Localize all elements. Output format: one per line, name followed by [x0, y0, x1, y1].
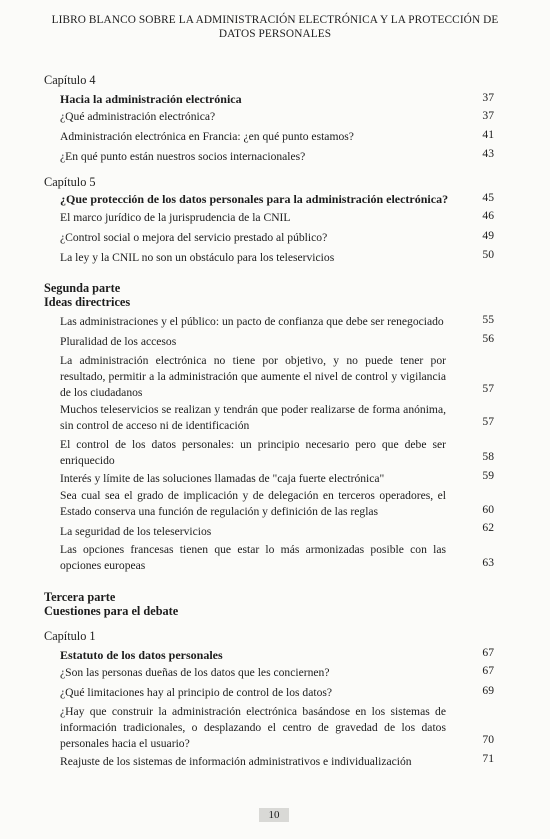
toc-entry-page: 58	[482, 450, 494, 463]
toc-entry: La administración electrónica no tiene por objetivo, y no puede tener por resultado, permitir a la administración que aumente el nivel de control y vigilancia de los ciudadanos	[60, 354, 446, 399]
chapter-4-title: Hacia la administración electrónica	[60, 92, 242, 106]
toc-entry-page: 63	[482, 556, 494, 569]
toc-entry-page: 57	[482, 415, 494, 428]
toc-entry: ¿Son las personas dueñas de los datos que les conciernen?	[60, 666, 330, 679]
toc-entry: ¿Qué administración electrónica?	[60, 110, 216, 123]
toc-entry-page: 57	[482, 382, 494, 395]
toc-entry-page: 70	[482, 733, 494, 746]
toc-entry-page: 49	[482, 229, 494, 242]
header-line-2: DATOS PERSONALES	[218, 28, 332, 40]
part-2-subtitle: Ideas directrices	[44, 295, 131, 309]
toc-entry: Reajuste de los sistemas de información administrativos e individualización	[60, 755, 412, 768]
toc-entry-page: 43	[482, 147, 494, 160]
header-line-1: LIBRO BLANCO SOBRE LA ADMINISTRACIÓN ELECTRÓNICA Y LA PROTECCIÓN DE	[51, 14, 499, 26]
chapter-4-label: Capítulo 4	[44, 73, 96, 87]
chapter-5-title: ¿Que protección de los datos personales para la administración electrónica?	[60, 192, 449, 206]
toc-entry: La ley y la CNIL no son un obstáculo para los teleservicios	[60, 251, 335, 264]
toc-entry-page: 59	[482, 469, 494, 482]
toc-entry: Las administraciones y el público: un pacto de confianza que debe ser renegociado	[60, 315, 444, 328]
toc-entry: Administración electrónica en Francia: ¿en qué punto estamos?	[60, 130, 354, 143]
toc-entry-page: 71	[482, 752, 494, 765]
toc-entry-page: 37	[482, 109, 494, 122]
part-3-title: Tercera parte	[44, 590, 116, 604]
part-3-subtitle: Cuestiones para el debate	[44, 604, 179, 618]
toc-entry: Muchos teleservicios se realizan y tendrán que poder realizarse de forma anónima, sin control de acceso ni de identificación	[60, 403, 446, 432]
toc-entry: ¿Hay que construir la administración electrónica basándose en los sistemas de información tradicionales, o desplazando el centro de gravedad de los datos personales hacia el usuario?	[60, 705, 446, 750]
toc-entry-page: 60	[482, 503, 494, 516]
toc-entry-page: 55	[482, 313, 494, 326]
toc-entry-page: 46	[482, 209, 494, 222]
toc-entry: ¿En qué punto están nuestros socios internacionales?	[60, 150, 306, 163]
toc-entry: Sea cual sea el grado de implicación y de delegación en terceros operadores, el Estado conserva una función de regulación y definición de las reglas	[60, 489, 446, 518]
toc-entry-page: 67	[482, 664, 494, 677]
toc-entry-page: 41	[482, 128, 494, 141]
part-3-chapter-1-label: Capítulo 1	[44, 629, 96, 643]
part-3-chapter-1-title: Estatuto de los datos personales	[60, 648, 223, 662]
chapter-4-title-page: 37	[482, 91, 494, 104]
toc-entry: ¿Control social o mejora del servicio prestado al público?	[60, 231, 328, 244]
toc-entry: Pluralidad de los accesos	[60, 335, 177, 348]
toc-entry: La seguridad de los teleservicios	[60, 525, 212, 538]
running-header	[40, 13, 510, 41]
toc-entry-page: 56	[482, 332, 494, 345]
toc-entry: El marco jurídico de la jurisprudencia de la CNIL	[60, 211, 291, 224]
toc-entry: ¿Qué limitaciones hay al principio de control de los datos?	[60, 686, 333, 699]
toc-entry: El control de los datos personales: un principio necesario pero que debe ser enriquecido	[60, 438, 446, 467]
toc-entry: Interés y límite de las soluciones llamadas de "caja fuerte electrónica"	[60, 472, 385, 485]
toc-entry: Las opciones francesas tienen que estar lo más armonizadas posible con las opciones europeas	[60, 543, 446, 572]
chapter-5-title-page: 45	[482, 191, 494, 204]
toc-entry-page: 69	[482, 684, 494, 697]
toc-entry-page: 62	[482, 521, 494, 534]
part-2-title: Segunda parte	[44, 281, 121, 295]
part-3-chapter-1-title-page: 67	[482, 646, 494, 659]
toc-entry-page: 50	[482, 248, 494, 261]
chapter-5-label: Capítulo 5	[44, 175, 96, 189]
page-number: 10	[259, 808, 289, 822]
